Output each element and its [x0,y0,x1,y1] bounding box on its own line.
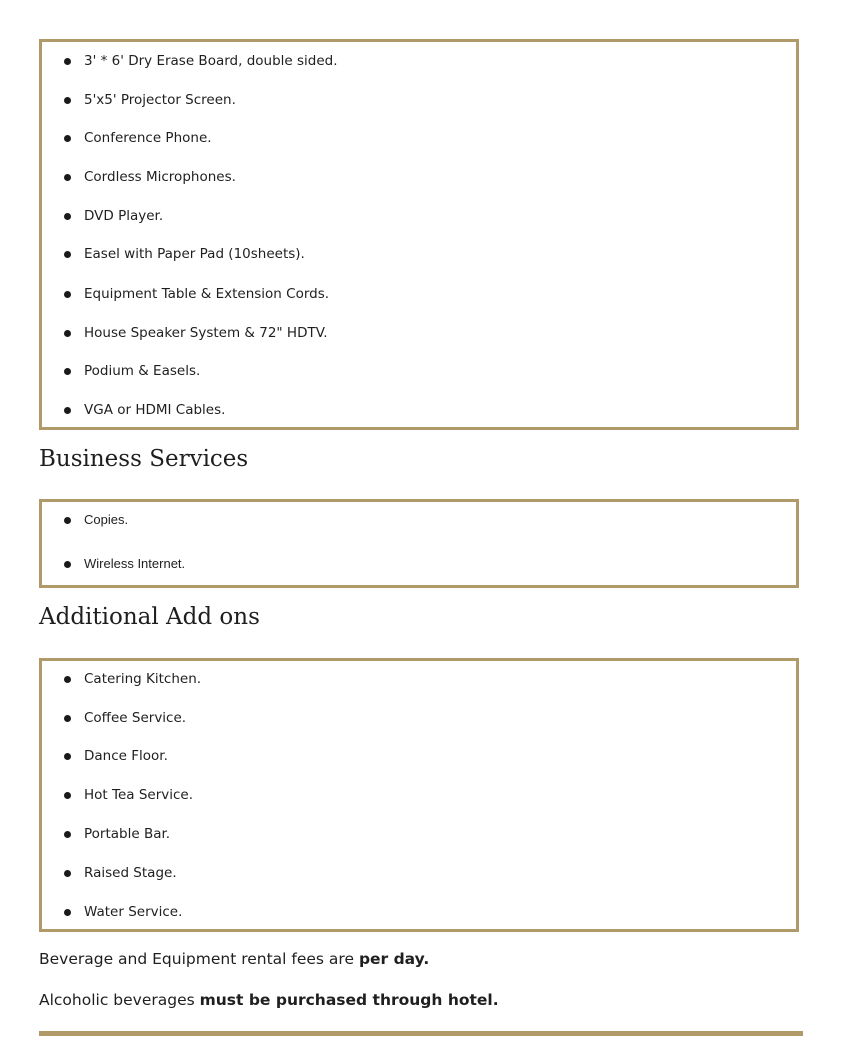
business-services-box [39,499,799,588]
list-item: Portable Bar. [42,824,796,844]
list-item: Wireless Internet. [42,554,796,574]
rental-fees-note [39,950,429,968]
bullet-icon [64,909,71,916]
list-item: Conference Phone. [42,128,796,148]
add-ons-box [39,658,799,932]
bullet-icon [64,517,71,524]
bullet-icon [64,368,71,375]
bullet-icon [64,561,71,568]
list-item: DVD Player. [42,206,796,226]
bottom-divider [39,1031,803,1036]
equipment-list-box [39,39,799,430]
list-item: VGA or HDMI Cables. [42,400,796,420]
bullet-icon [64,174,71,181]
alcohol-text: Alcoholic beverages [39,991,200,1009]
add-ons-heading: Additional Add ons [39,604,260,630]
list-item: Catering Kitchen. [42,669,796,689]
list-item: Equipment Table & Extension Cords. [42,284,796,304]
rental-fees-text: Beverage and Equipment rental fees are [39,950,359,968]
bullet-icon [64,291,71,298]
alcohol-emphasis: must be purchased through hotel. [199,991,499,1009]
bullet-icon [64,870,71,877]
business-services-heading: Business Services [39,446,249,472]
bullet-icon [64,792,71,799]
list-item: Cordless Microphones. [42,167,796,187]
bullet-icon [64,97,71,104]
bullet-icon [64,753,71,760]
bullet-icon [64,831,71,838]
list-item: Water Service. [42,902,796,922]
list-item: 5'x5' Projector Screen. [42,90,796,110]
list-item: Dance Floor. [42,746,796,766]
bullet-icon [64,407,71,414]
bullet-icon [64,135,71,142]
bullet-icon [64,213,71,220]
list-item: Easel with Paper Pad (10sheets). [42,244,796,264]
bullet-icon [64,676,71,683]
bullet-icon [64,251,71,258]
list-item: Raised Stage. [42,863,796,883]
bullet-icon [64,715,71,722]
list-item: Hot Tea Service. [42,785,796,805]
alcohol-note [39,991,499,1009]
bullet-icon [64,330,71,337]
bullet-icon [64,58,71,65]
list-item: Copies. [42,510,796,530]
rental-fees-emphasis: per day. [358,950,430,968]
list-item: 3' * 6' Dry Erase Board, double sided. [42,51,796,71]
list-item: Coffee Service. [42,708,796,728]
list-item: House Speaker System & 72" HDTV. [42,323,796,343]
list-item: Podium & Easels. [42,361,796,381]
